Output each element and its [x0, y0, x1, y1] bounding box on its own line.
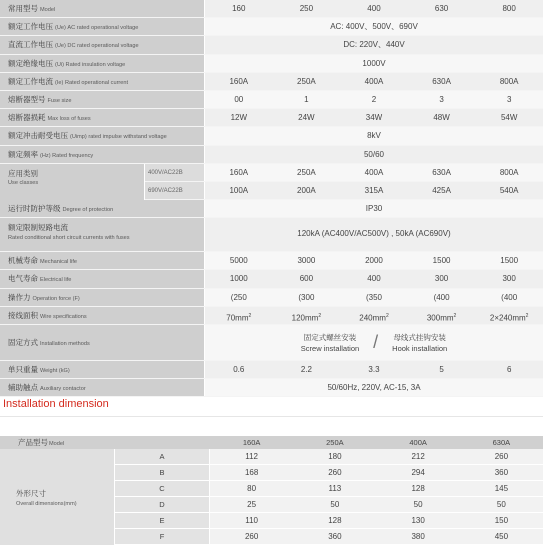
cell: 128 — [328, 516, 342, 525]
dimension-key: A — [115, 449, 210, 464]
cell: 00 — [234, 94, 244, 104]
header-cell: 400A — [409, 438, 427, 447]
cell: 800A — [499, 167, 519, 177]
short-circuit-row — [0, 218, 543, 252]
ac-voltage-row — [0, 18, 543, 36]
dimension-row — [115, 481, 543, 497]
model-row — [0, 0, 543, 18]
cell: 5000 — [229, 256, 248, 266]
row-label: 额定冲击耐受电压 (Uimp) rated impulse withstand voltage — [0, 127, 205, 144]
cell: 540A — [499, 185, 519, 195]
row-label: 电气寿命 Electrical life — [0, 270, 205, 287]
cell: 113 — [328, 484, 342, 493]
dimension-table — [0, 436, 543, 545]
cell: IP30 — [365, 204, 383, 214]
protection-row — [0, 200, 543, 218]
row-label: 常用型号 Model — [0, 0, 205, 17]
cell: 130 — [411, 516, 425, 525]
current-row — [0, 73, 543, 91]
cell: (300 — [298, 292, 315, 302]
cell: 34W — [365, 113, 383, 123]
cell: 400A — [364, 76, 384, 86]
cell: 50 — [413, 500, 423, 509]
cell: 630 — [434, 4, 449, 13]
dimension-row — [115, 465, 543, 481]
dimension-key: B — [115, 465, 210, 480]
dimension-row — [115, 449, 543, 465]
separator: / — [373, 332, 379, 352]
row-label: 辅助触点 Auxiliary contactor — [0, 379, 205, 396]
cell: 1000V — [362, 58, 386, 68]
header-cell: 250A — [326, 438, 344, 447]
use-class-row — [145, 182, 543, 200]
cell: 2 — [371, 94, 377, 104]
header-cell: 160A — [242, 438, 261, 447]
cell: $2\times 240mm^2$ — [489, 312, 529, 323]
cell: 300 — [502, 274, 516, 284]
cell: 212 — [411, 452, 425, 461]
cell: 250A — [297, 167, 316, 177]
auxiliary-contactor-row — [0, 379, 543, 397]
cell: 315A — [364, 185, 384, 195]
row-label: 单只重量 Weight (kG) — [0, 361, 205, 378]
cell: 3000 — [297, 256, 316, 266]
cell: 360 — [328, 532, 342, 541]
row-label: 操作力 Operation force (F) — [0, 289, 205, 306]
cell: 160A — [229, 76, 249, 86]
cell: 380 — [411, 532, 425, 541]
cell: 294 — [411, 468, 425, 477]
cell: 6 — [506, 365, 512, 374]
cell: 600 — [299, 274, 314, 284]
row-label: 机械寿命 Mechanical life — [0, 252, 205, 269]
use-class-row — [145, 164, 543, 182]
row-label: 固定方式 Installation methods — [0, 325, 205, 360]
row-label: 额定绝缘电压 (Ui) Rated insulation voltage — [0, 55, 205, 72]
cell: 400 — [367, 4, 381, 13]
cell: 2000 — [365, 256, 383, 266]
cell: 400 — [367, 274, 381, 284]
cell: $240mm^2$ — [359, 312, 389, 323]
cell: 400A — [364, 167, 384, 177]
cell: $300mm^2$ — [426, 312, 457, 323]
cell: $70mm^2$ — [226, 312, 252, 323]
cell: 150 — [494, 516, 509, 525]
cell: 180 — [328, 452, 342, 461]
hook-installation: 母线式挂钩安装 Hook installation — [392, 332, 448, 353]
cell: 25 — [247, 500, 257, 509]
cell: 630A — [432, 76, 451, 86]
section-title: Installation dimension — [3, 398, 109, 410]
cell: $120mm^2$ — [291, 312, 322, 323]
screw-installation: 固定式螺丝安装 Screw installation — [300, 332, 360, 353]
sub-label: 690V/AC22B — [145, 182, 205, 199]
cell: 5 — [439, 365, 444, 374]
row-label: 应用类别 Use classes — [0, 164, 145, 200]
cell: 110 — [245, 516, 258, 525]
row-label: 额定工作电压 (Ue) AC rated operational voltage — [0, 18, 205, 35]
frequency-row — [0, 146, 543, 164]
cell: 80 — [247, 484, 257, 493]
cell: 260 — [494, 452, 509, 461]
cell: 8kV — [367, 131, 381, 141]
cell: 360 — [494, 468, 509, 477]
wire-spec-row — [0, 307, 543, 325]
cell: AC: 400V、500V、690V — [330, 22, 418, 32]
dimension-key: D — [115, 497, 210, 512]
cell: 1000 — [229, 274, 248, 284]
cell: 160A — [229, 167, 249, 177]
cell: 100A — [229, 185, 249, 195]
fuse-size-row — [0, 91, 543, 109]
dimension-row — [115, 529, 543, 545]
cell: (400 — [501, 292, 518, 302]
cell: 50/60Hz, 220V, AC-15, 3A — [327, 383, 421, 393]
row-label: 熔断器损耗 Max loss of fuses — [0, 109, 205, 126]
dimension-row — [115, 497, 543, 513]
cell: 425A — [432, 185, 451, 195]
cell: (350 — [365, 292, 382, 302]
header-label: 产品型号Model — [18, 438, 65, 447]
cell: 24W — [298, 113, 315, 123]
row-label: 额定工作电流 (Ie) Rated operational current — [0, 73, 205, 90]
cell: (400 — [433, 292, 450, 302]
cell: 450 — [494, 532, 509, 541]
row-label: 额定频率 (Hz) Rated frequency — [0, 146, 205, 163]
cell: 112 — [245, 452, 258, 461]
cell: 50 — [496, 500, 506, 509]
cell: 630A — [432, 167, 451, 177]
cell: 3 — [506, 94, 512, 104]
cell: 128 — [411, 484, 425, 493]
cell: 0.6 — [233, 365, 245, 374]
cell: 200A — [297, 185, 316, 195]
cell: 3.3 — [368, 365, 380, 374]
row-label: 运行时防护等级 Degree of protection — [0, 200, 205, 217]
cell: 800A — [499, 76, 519, 86]
cell: 160 — [232, 4, 246, 13]
dimension-label: 外形尺寸 Overall dimensions(mm) — [0, 449, 115, 545]
cell: 12W — [230, 113, 248, 123]
cell: 300 — [434, 274, 449, 284]
cell: DC: 220V、440V — [343, 40, 405, 50]
cell: 2.2 — [300, 365, 312, 374]
row-label: 熔断器型号 Fuse size — [0, 91, 205, 108]
installation-method-row — [0, 325, 543, 361]
cell: 54W — [500, 113, 518, 123]
cell: 1 — [304, 94, 309, 104]
cell: 1500 — [500, 256, 519, 266]
electrical-life-row — [0, 270, 543, 288]
cell: 168 — [244, 468, 259, 477]
dimension-row — [115, 513, 543, 529]
divider — [0, 416, 543, 417]
mechanical-life-row — [0, 252, 543, 270]
row-label: 直流工作电压 (Ue) DC rated operational voltage — [0, 36, 205, 53]
cell: 800 — [502, 4, 516, 13]
cell: 3 — [439, 94, 444, 104]
cell: 250 — [299, 4, 314, 13]
cell: 260 — [244, 532, 259, 541]
impulse-voltage-row — [0, 127, 543, 145]
cell: 50 — [330, 500, 340, 509]
insulation-voltage-row — [0, 55, 543, 73]
dimension-key: F — [115, 529, 210, 544]
operation-force-row — [0, 289, 543, 307]
header-cell: 630A — [492, 438, 511, 447]
use-class-group — [0, 164, 543, 200]
cell: 50/60 — [363, 149, 385, 159]
cell: 250A — [297, 76, 316, 86]
dimension-key: E — [115, 513, 210, 528]
cell: 48W — [433, 113, 450, 123]
fuse-loss-row — [0, 109, 543, 127]
cell: 120kA (AC400V/AC500V) , 50kA (AC690V) — [297, 229, 451, 239]
dc-voltage-row — [0, 36, 543, 54]
cell: 1500 — [432, 256, 451, 266]
cell: 260 — [328, 468, 342, 477]
sub-label: 400V/AC22B — [145, 164, 205, 181]
cell: (250 — [230, 292, 247, 302]
row-label: 额定限制短路电流 Rated conditional short circuit currents with fuses — [0, 218, 205, 251]
weight-row — [0, 361, 543, 379]
cell: 145 — [494, 484, 509, 493]
dimension-key: C — [115, 481, 210, 496]
row-label: 接线面积 Wire specifications — [0, 307, 205, 324]
dimension-header — [0, 436, 543, 449]
